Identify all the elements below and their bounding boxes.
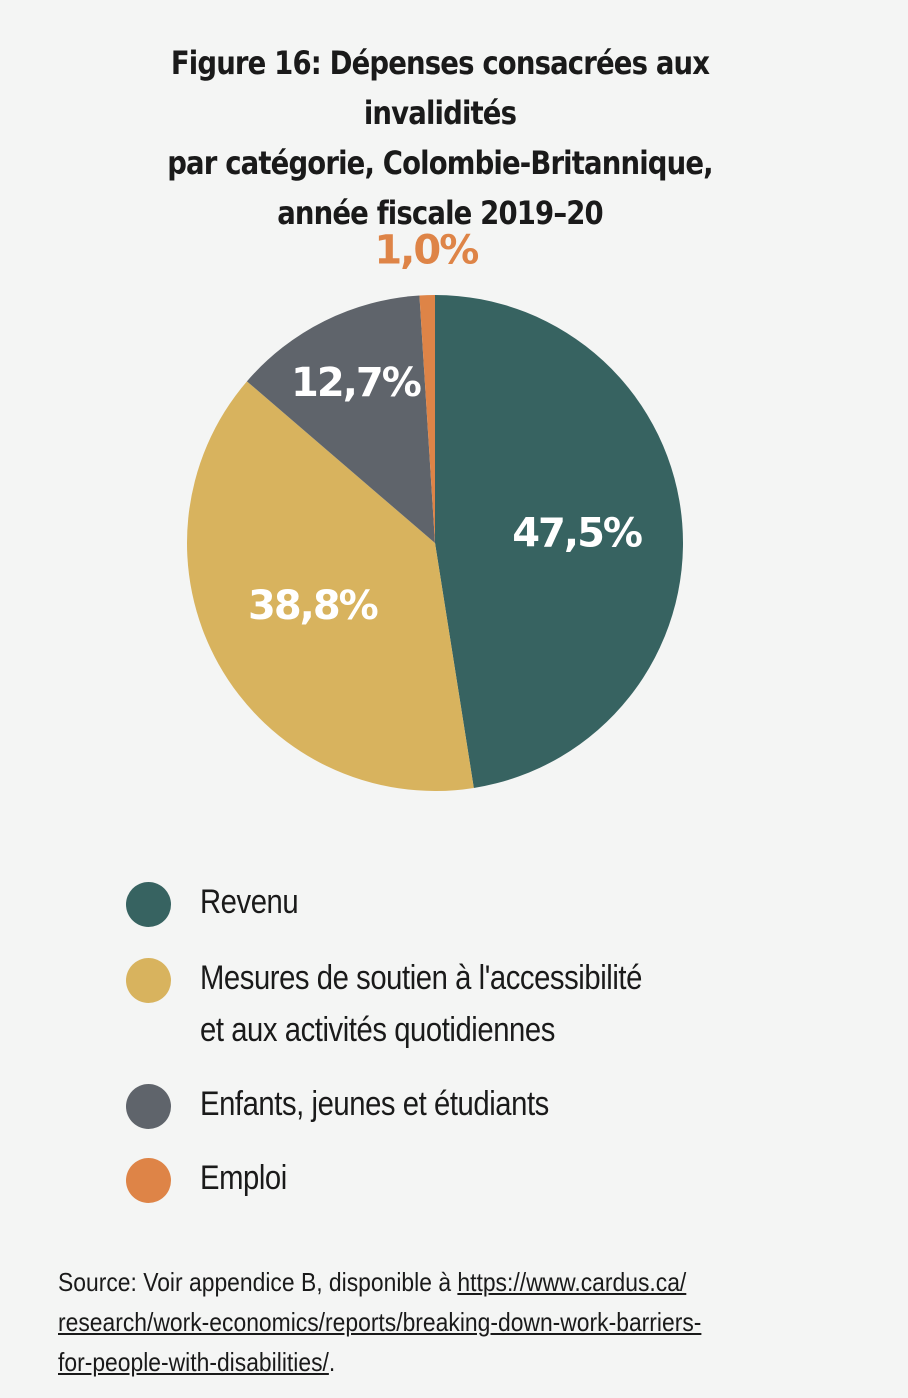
data-label-revenu: 47,5%	[512, 510, 642, 557]
legend-label-emploi: Emploi	[200, 1159, 287, 1197]
legend-item-mesures	[126, 952, 826, 1056]
legend-swatch-revenu	[126, 882, 171, 927]
legend-item-enfants	[126, 1078, 826, 1130]
legend-swatch-enfants	[126, 1084, 171, 1129]
chart-title-line-1: Figure 16: Dépenses consacrées aux invalidités	[170, 44, 710, 132]
chart-title-line-2: par catégorie, Colombie-Britannique,	[167, 144, 713, 182]
data-label-mesures: 38,8%	[247, 582, 377, 629]
legend-swatch-mesures	[126, 958, 171, 1003]
legend-label-enfants: Enfants, jeunes et étudiants	[200, 1085, 549, 1123]
source-prefix: Source: Voir appendice B, disponible à	[58, 1267, 458, 1297]
legend-item-emploi	[126, 1152, 826, 1204]
legend	[126, 876, 826, 1226]
source-suffix: .	[328, 1347, 336, 1377]
legend-label-revenu: Revenu	[200, 883, 299, 921]
data-label-enfants: 12,7%	[291, 360, 420, 407]
legend-label-mesures: Mesures de soutien à l'accessibilité et aux activités quotidiennes	[200, 959, 642, 1049]
legend-item-revenu	[126, 876, 826, 928]
data-label-emploi: 1,0%	[374, 227, 478, 274]
source-link[interactable]: https://www.cardus.ca/ research/work-economics/reports/breaking-down-work-barriers- for-people-with-disabilities/	[58, 1267, 702, 1377]
chart-title-line-3: année fiscale 2019–20	[277, 194, 603, 232]
legend-swatch-emploi	[126, 1158, 171, 1203]
source-note	[58, 1262, 815, 1382]
